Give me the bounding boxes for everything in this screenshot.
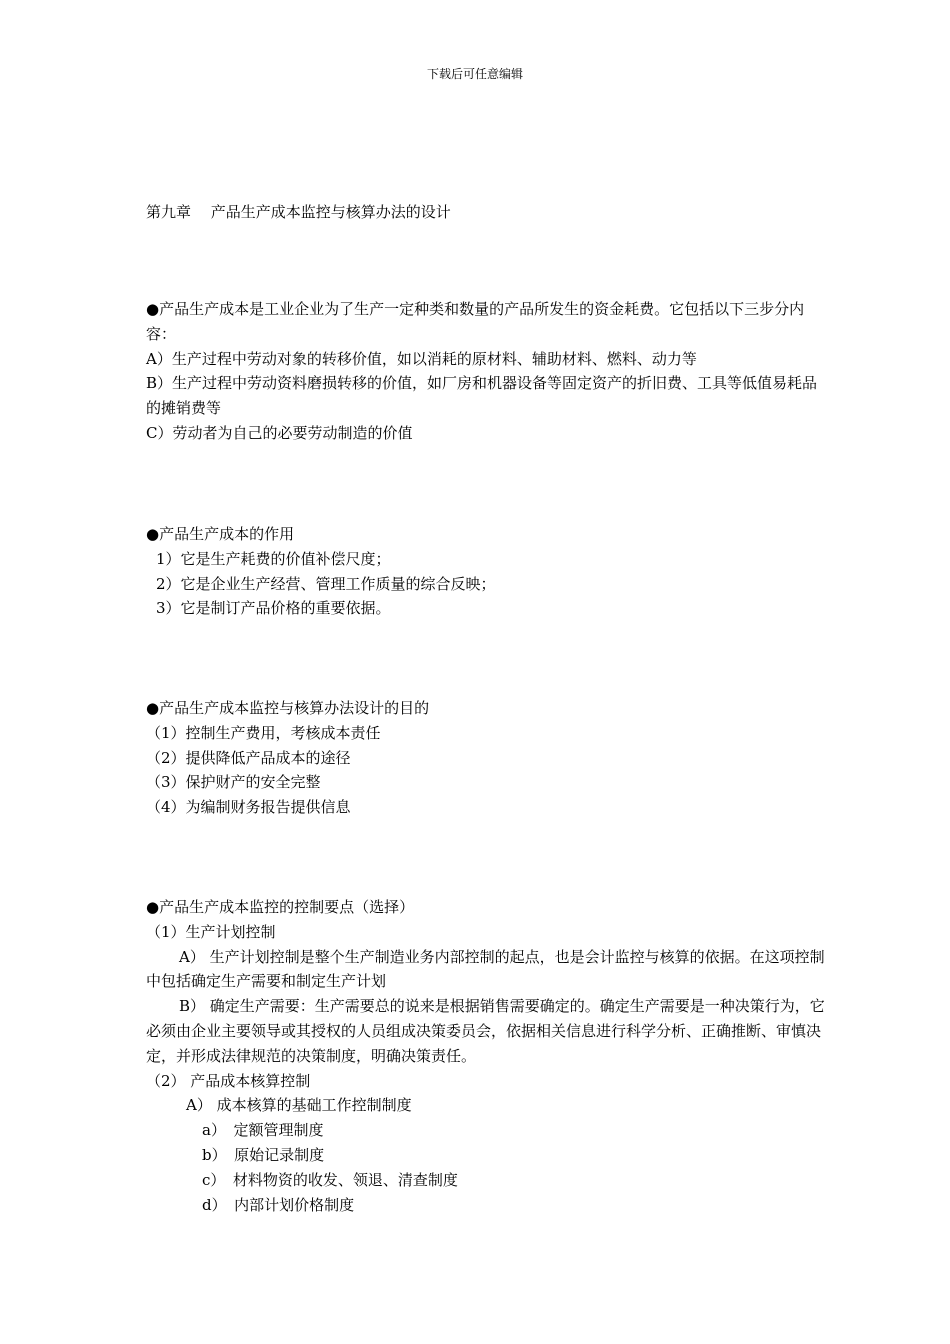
list-item: a） 定额管理制度 bbox=[202, 1121, 324, 1140]
section-control-points bbox=[146, 895, 826, 1217]
chapter-title: 第九章 产品生产成本监控与核算办法的设计 bbox=[146, 203, 451, 221]
page-header: 下载后可任意编辑 bbox=[426, 67, 523, 81]
subheading: （1）生产计划控制 bbox=[146, 922, 276, 941]
section-design-purpose bbox=[146, 696, 826, 820]
list-item: （1）控制生产费用，考核成本责任 bbox=[146, 723, 381, 742]
list-item: 3）它是制订产品价格的重要依据。 bbox=[156, 599, 391, 618]
list-item: 1）它是生产耗费的价值补偿尺度； bbox=[156, 549, 391, 568]
list-item: （3）保护财产的安全完整 bbox=[146, 773, 321, 792]
list-item: 2）它是企业生产经营、管理工作质量的综合反映； bbox=[156, 574, 496, 593]
list-item: B）生产过程中劳动资料磨损转移的价值，如厂房和机器设备等固定资产的折旧费、工具等低值易耗品的摊销费等 bbox=[146, 374, 818, 418]
section-heading: ●产品生产成本是工业企业为了生产一定种类和数量的产品所发生的资金耗费。它包括以下三步分内容： bbox=[146, 300, 805, 343]
paragraph: A） 生产计划控制是整个生产制造业务内部控制的起点，也是会计监控与核算的依据。在这项控制中包括确定生产需要和制定生产计划 bbox=[146, 947, 825, 991]
list-item: A）生产过程中劳动对象的转移价值，如以消耗的原材料、辅助材料、燃料、动力等 bbox=[146, 349, 697, 368]
list-item: （4）为编制财务报告提供信息 bbox=[146, 798, 351, 817]
subheading: （2） 产品成本核算控制 bbox=[146, 1071, 311, 1090]
section-heading: ●产品生产成本监控与核算办法设计的目的 bbox=[146, 699, 430, 717]
list-item: d） 内部计划价格制度 bbox=[202, 1195, 355, 1214]
section-cost-function bbox=[146, 522, 826, 621]
section-cost-definition bbox=[146, 297, 826, 446]
paragraph: B） 确定生产需要：生产需要总的说来是根据销售需要确定的。确定生产需要是一种决策行为，它必须由企业主要领导或其授权的人员组成决策委员会，依据相关信息进行科学分析、正确推断、审慎决定，并形成法律规范的决策制度，明确决策责任。 bbox=[146, 997, 825, 1065]
list-item: （2）提供降低产品成本的途径 bbox=[146, 748, 351, 767]
subheading: A） 成本核算的基础工作控制制度 bbox=[186, 1096, 412, 1115]
list-item: C）劳动者为自己的必要劳动制造的价值 bbox=[146, 423, 413, 442]
section-heading: ●产品生产成本的作用 bbox=[146, 525, 295, 543]
section-heading: ●产品生产成本监控的控制要点（选择） bbox=[146, 898, 415, 916]
list-item: b） 原始记录制度 bbox=[202, 1145, 325, 1164]
list-item: c） 材料物资的收发、领退、清查制度 bbox=[202, 1170, 458, 1189]
